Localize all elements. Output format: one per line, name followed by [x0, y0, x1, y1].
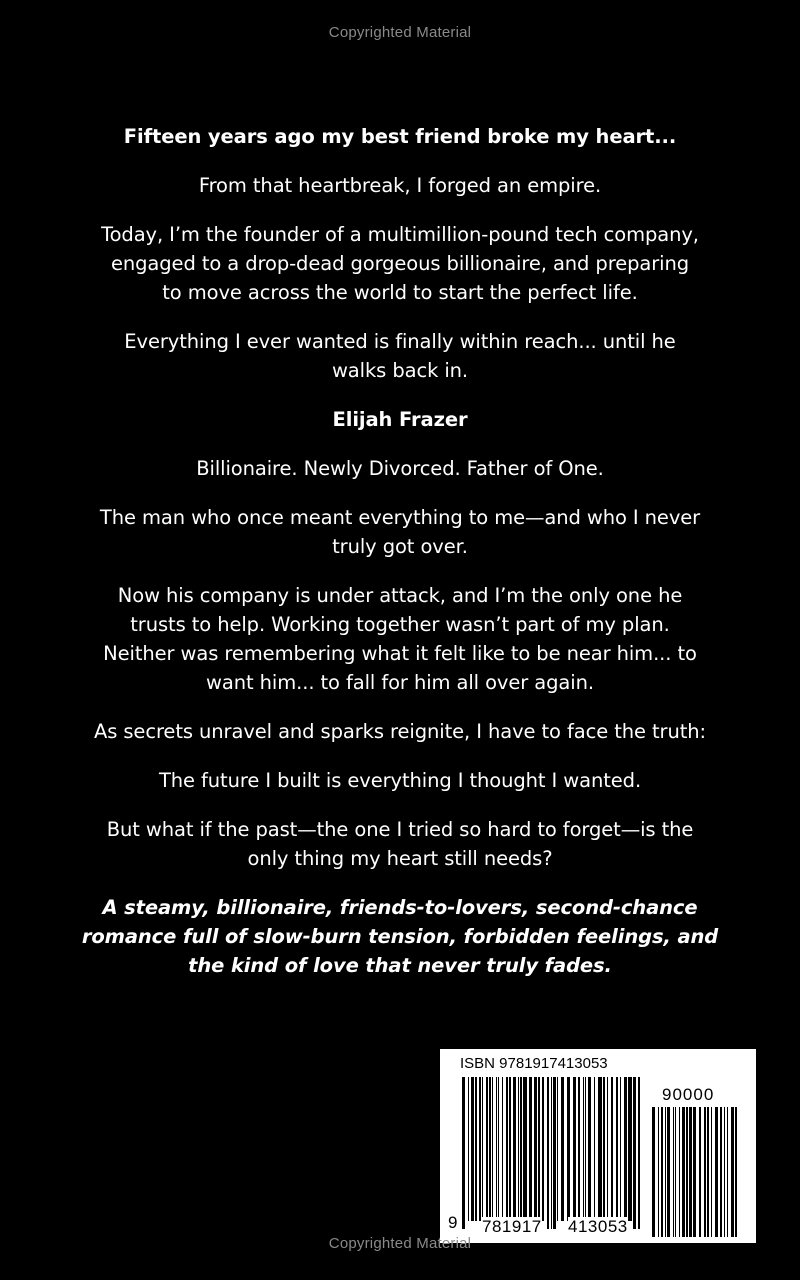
blurb-line: Today, I’m the founder of a multimillion-pound tech company, — [101, 223, 699, 246]
blurb-paragraph: As secrets unravel and sparks reignite, I have to face the truth: — [93, 720, 707, 743]
blurb-paragraph — [40, 220, 760, 307]
barcode-digit-first: 9 — [448, 1213, 458, 1232]
blurb-paragraph: The future I built is everything I thought I wanted. — [158, 769, 642, 792]
copyright-watermark-bottom: Copyrighted Material — [328, 1235, 472, 1252]
back-cover-blurb — [40, 122, 760, 1000]
blurb-line: Now his company is under attack, and I’m the only one he — [117, 584, 683, 607]
isbn-label: ISBN 9781917413053 — [460, 1055, 608, 1072]
blurb-line: want him... to fall for him all over again. — [206, 671, 594, 694]
hero-description: Billionaire. Newly Divorced. Father of One. — [196, 457, 604, 480]
blurb-line: truly got over. — [332, 535, 468, 558]
blurb-paragraph — [40, 327, 760, 385]
barcode-digits-left: 781917 — [482, 1217, 542, 1239]
blurb-line: only thing my heart still needs? — [247, 847, 553, 870]
copyright-watermark-top: Copyrighted Material — [328, 24, 472, 41]
blurb-line: Everything I ever wanted is finally within reach... until he — [124, 330, 676, 353]
blurb-paragraph: From that heartbreak, I forged an empire. — [198, 174, 602, 197]
blurb-line: But what if the past—the one I tried so hard to forget—is the — [106, 818, 694, 841]
blurb-paragraph — [40, 503, 760, 561]
blurb-line: Neither was remembering what it felt like to be near him... to — [103, 642, 697, 665]
blurb-paragraph — [40, 581, 760, 697]
isbn-barcode — [440, 1049, 756, 1243]
blurb-line: The man who once meant everything to me—and who I never — [99, 506, 701, 529]
tagline-line: the kind of love that never truly fades. — [188, 954, 612, 977]
tagline-line: A steamy, billionaire, friends-to-lovers, second-chance — [102, 896, 698, 919]
blurb-line: walks back in. — [331, 359, 469, 382]
genre-tagline — [40, 893, 760, 980]
barcode-bars — [440, 1049, 756, 1243]
blurb-line: to move across the world to start the perfect life. — [162, 281, 638, 304]
blurb-hook: Fifteen years ago my best friend broke my heart... — [123, 125, 677, 148]
price-code: 90000 — [662, 1085, 715, 1104]
tagline-line: romance full of slow-burn tension, forbidden feelings, and — [81, 925, 719, 948]
blurb-line: trusts to help. Working together wasn’t part of my plan. — [130, 613, 670, 636]
blurb-paragraph — [40, 815, 760, 873]
hero-name: Elijah Frazer — [332, 408, 468, 431]
barcode-digits-right: 413053 — [568, 1217, 628, 1239]
blurb-line: engaged to a drop-dead gorgeous billionaire, and preparing — [110, 252, 689, 275]
